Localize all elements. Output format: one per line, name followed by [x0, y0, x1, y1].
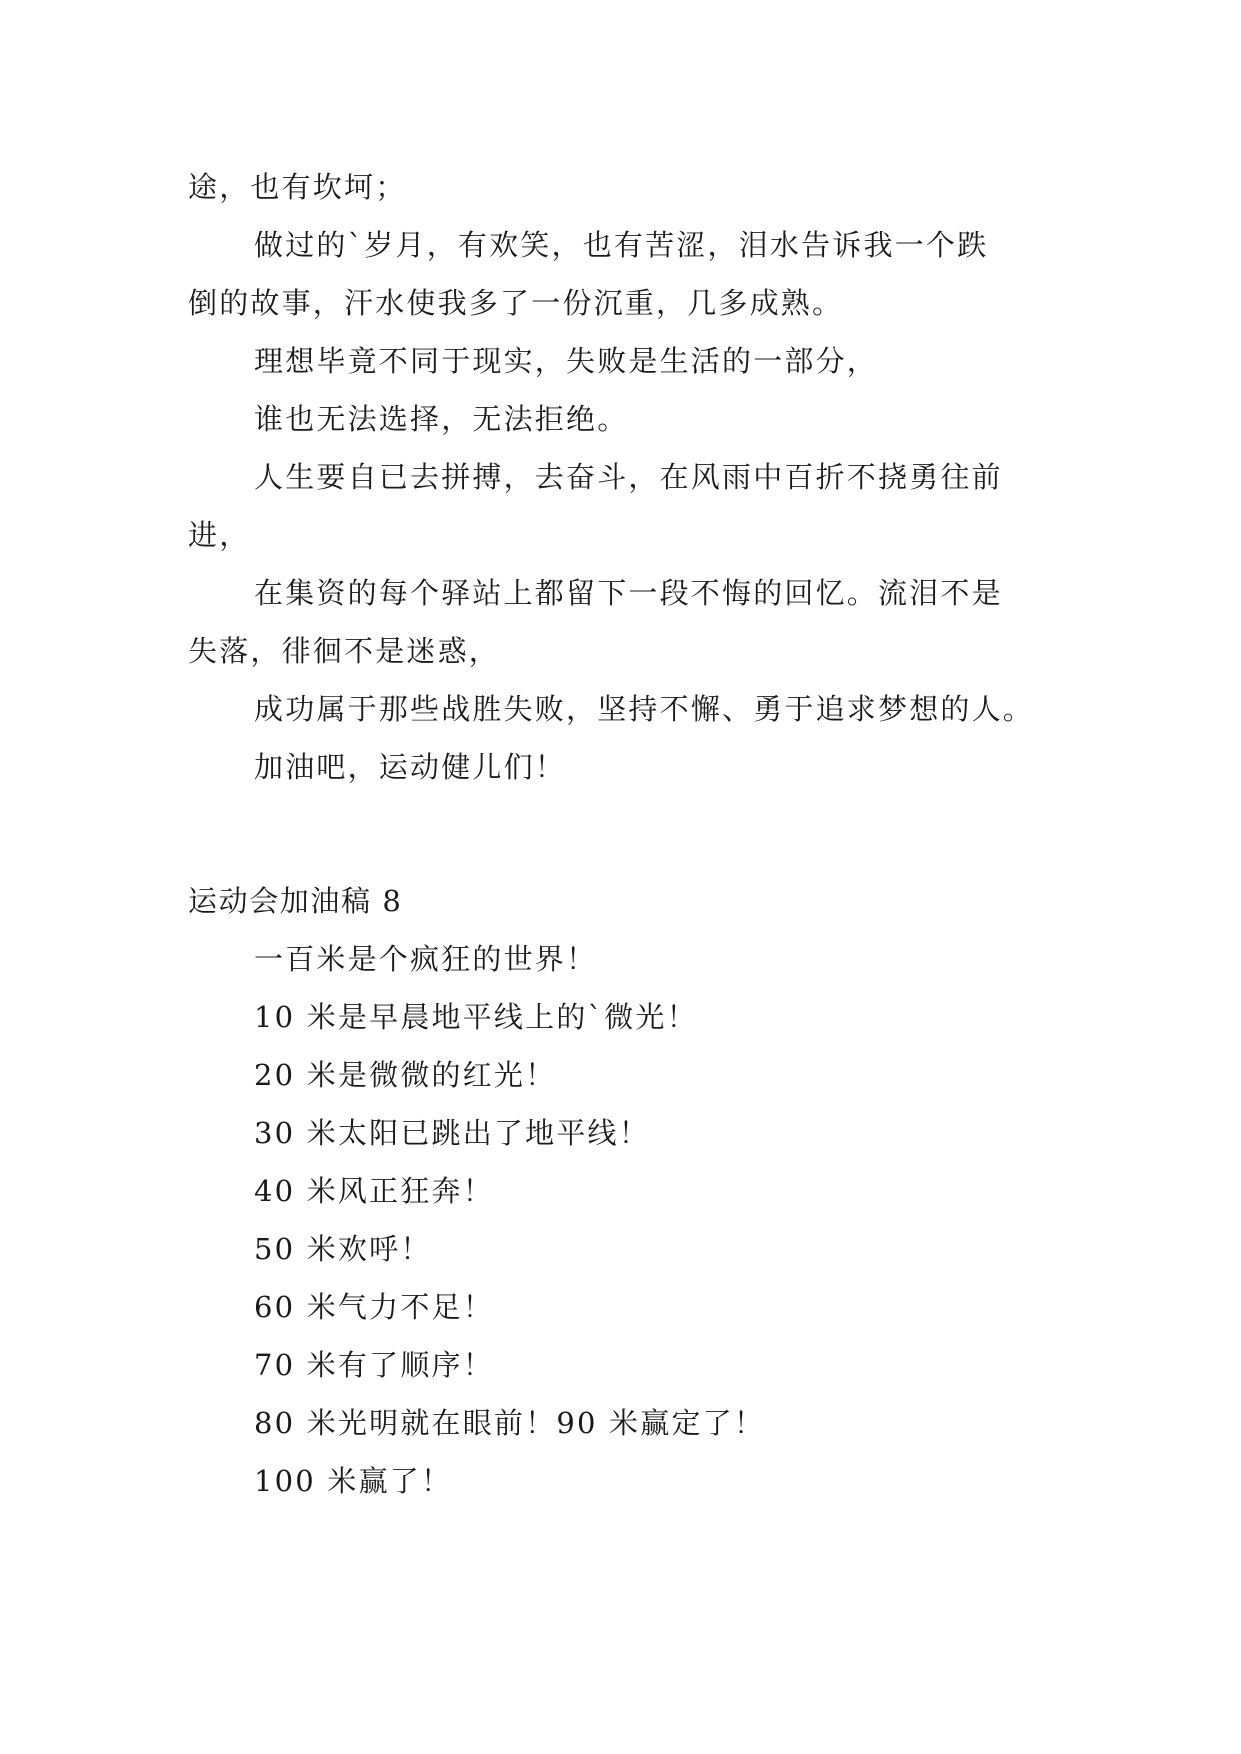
document-page [188, 158, 1058, 1510]
paragraph-line: 理想毕竟不同于现实，失败是生活的一部分， [254, 344, 879, 378]
section-gap [188, 796, 1058, 872]
paragraph-line: 谁也无法选择，无法拒绝。 [254, 402, 629, 436]
cheer-line: 60 米气力不足！ [254, 1290, 494, 1324]
section-heading: 运动会加油稿 8 [188, 884, 403, 918]
paragraph-line: 人生要自已去拼搏，去奋斗，在风雨中百折不挠勇往前 [254, 460, 1003, 494]
cheer-line: 30 米太阳已跳出了地平线！ [254, 1116, 650, 1150]
cheer-line: 40 米风正狂奔！ [254, 1174, 494, 1208]
paragraph-line: 进， [188, 518, 251, 552]
cheer-line: 一百米是个疯狂的世界！ [254, 942, 598, 976]
cheer-line: 10 米是早晨地平线上的`微光！ [254, 1000, 698, 1034]
paragraph-line: 倒的故事，汗水使我多了一份沉重，几多成熟。 [188, 286, 844, 320]
cheer-line: 50 米欢呼！ [254, 1232, 432, 1266]
paragraph-line: 途，也有坎坷； [188, 170, 407, 204]
paragraph-line: 加油吧，运动健儿们！ [254, 750, 567, 784]
paragraph-line: 在集资的每个驿站上都留下一段不悔的回忆。流泪不是 [254, 576, 1003, 610]
cheer-line: 100 米赢了！ [254, 1464, 453, 1498]
cheer-line: 70 米有了顺序！ [254, 1348, 494, 1382]
paragraph-line: 成功属于那些战胜失败，坚持不懈、勇于追求梦想的人。 [254, 692, 1035, 726]
paragraph-line: 做过的`岁月，有欢笑，也有苦涩，泪水告诉我一个跌 [254, 228, 989, 262]
paragraph-line: 失落，徘徊不是迷惑， [188, 634, 501, 668]
cheer-line: 80 米光明就在眼前！90 米赢定了！ [254, 1406, 766, 1440]
cheer-line: 20 米是微微的红光！ [254, 1058, 557, 1092]
